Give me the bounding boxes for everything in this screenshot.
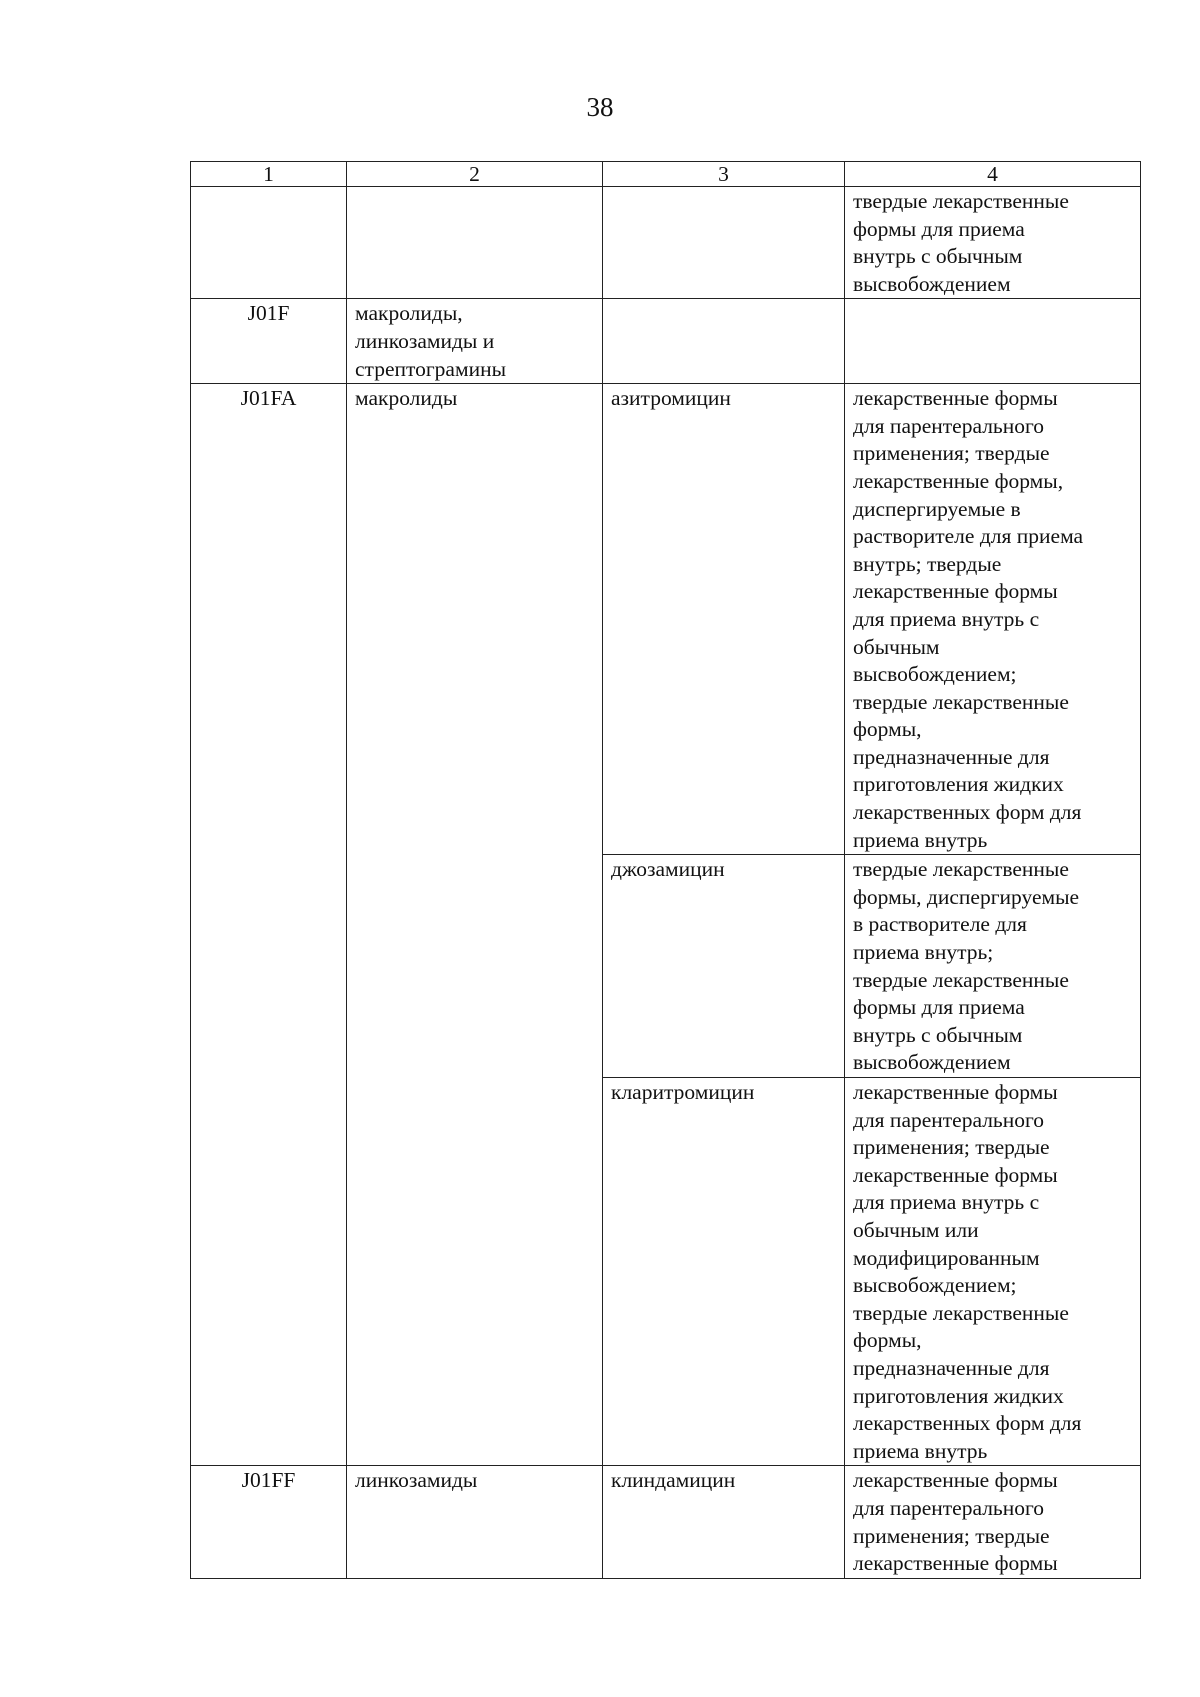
forms-cell: твердые лекарственные формы, диспергируемые в растворителе для приема внутрь; твердые лекарственные формы для приема внутрь с обычным высвобождением [845, 855, 1141, 1078]
forms-cell: лекарственные формы для парентерального применения; твердые лекарственные формы [845, 1466, 1141, 1578]
forms-cell: твердые лекарственные формы для приема внутрь с обычным высвобождением [845, 187, 1141, 299]
group-cell: макролиды, линкозамиды и стрептограмины [347, 299, 603, 384]
drug-cell: клиндамицин [603, 1466, 845, 1578]
group-cell: макролиды [347, 384, 603, 1466]
code-cell: J01F [191, 299, 347, 384]
table-row [191, 1466, 1141, 1578]
forms-cell: лекарственные формы для парентерального применения; твердые лекарственные формы для приема внутрь с обычным или модифицированным высвобождением; твердые лекарственные формы, предназначенные для приготовления жидких лекарственных форм для приема внутрь [845, 1078, 1141, 1466]
table-row [191, 384, 1141, 855]
column-header: 3 [603, 162, 845, 187]
table-header-row [191, 162, 1141, 187]
code-cell: J01FF [191, 1466, 347, 1578]
code-cell [191, 187, 347, 299]
group-cell [347, 187, 603, 299]
drug-cell [603, 299, 845, 384]
column-header: 1 [191, 162, 347, 187]
group-cell: линкозамиды [347, 1466, 603, 1578]
drug-cell: джозамицин [603, 855, 845, 1078]
page-number: 38 [586, 92, 614, 122]
medicines-table [190, 161, 1141, 1579]
column-header: 2 [347, 162, 603, 187]
drug-cell [603, 187, 845, 299]
code-cell: J01FA [191, 384, 347, 1466]
drug-cell: азитромицин [603, 384, 845, 855]
table-row [191, 299, 1141, 384]
column-header: 4 [845, 162, 1141, 187]
table-row [191, 187, 1141, 299]
forms-cell [845, 299, 1141, 384]
forms-cell: лекарственные формы для парентерального применения; твердые лекарственные формы, диспергируемые в растворителе для приема внутрь; твердые лекарственные формы для приема внутрь с обычным высвобождением; твердые лекарственные формы, предназначенные для приготовления жидких лекарственных форм для приема внутрь [845, 384, 1141, 855]
drug-cell: кларитромицин [603, 1078, 845, 1466]
